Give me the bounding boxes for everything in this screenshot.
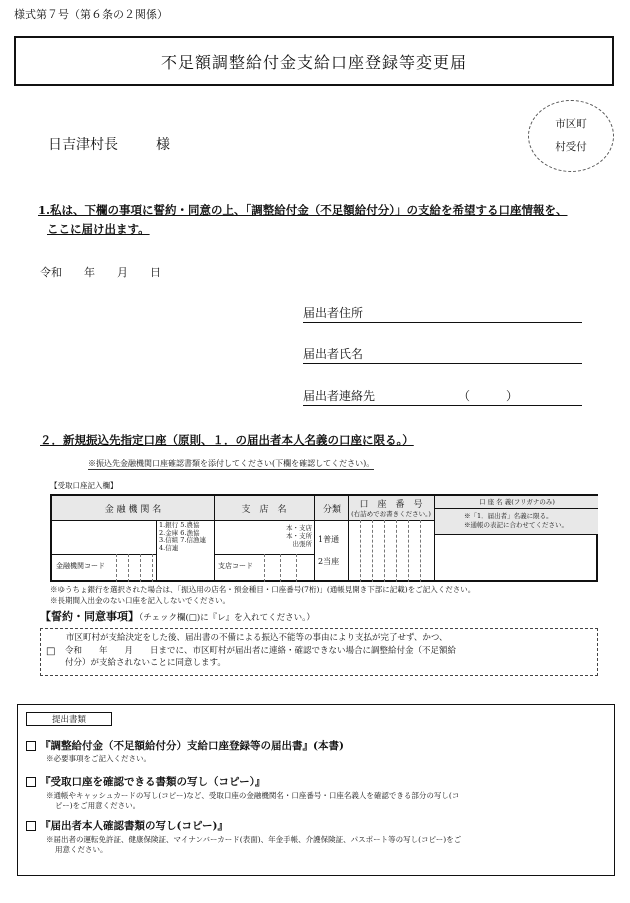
date-month: 月	[117, 266, 128, 279]
date-row[interactable]	[40, 264, 183, 280]
filer-name-label: 届出者氏名	[303, 347, 364, 361]
form-title	[14, 36, 614, 86]
document-3-note	[46, 835, 546, 855]
declaration-line-2: ここに届け出ます。	[47, 222, 150, 236]
bank-type-1: 1.銀行 5.農協	[159, 521, 200, 529]
document-1-note	[46, 754, 546, 764]
type-option-current[interactable]: 2当座	[318, 557, 340, 566]
col-branch-name: 支 店 名	[241, 504, 287, 515]
stamp-line-1: 市区町	[555, 118, 587, 130]
document-3-sub-2: 用意ください。	[55, 845, 108, 854]
date-year: 年	[84, 266, 95, 279]
document-3-label: 『届出者本人確認書類の写し(コピー)』	[40, 820, 229, 832]
branch-type-3: 出張所	[292, 540, 312, 548]
agreement-checkbox[interactable]: □	[46, 646, 56, 657]
document-1-checkbox[interactable]	[26, 741, 36, 751]
filer-contact-field[interactable]	[303, 388, 582, 406]
reception-stamp-area	[528, 100, 614, 172]
documents-tag: 提出書類	[26, 712, 112, 726]
form-title-text: 不足額調整給付金支給口座登録等変更届	[160, 52, 467, 72]
bank-type-4: 4.信連	[159, 543, 179, 552]
col-account-number-sub: (右詰めでお書きください。)	[351, 510, 431, 518]
holder-note-2: ※通帳の表記に合わせてください。	[464, 521, 568, 529]
agreement-line-2: 令和 年 月 日までに、市区町村が届出者に連絡・確認できない場合に調整給付金（不足額給	[65, 645, 457, 656]
document-item-1[interactable]	[26, 738, 344, 753]
date-era: 令和	[40, 266, 62, 279]
branch-code-label: 支店コード	[218, 562, 253, 570]
declaration-line-1: 1.私は、下欄の事項に誓約・同意の上、「調整給付金（不足額給付分）」の支給を希望する口座情報を、	[38, 203, 568, 217]
col-account-type: 分類	[322, 504, 341, 515]
filer-address-field[interactable]	[303, 305, 582, 323]
branch-type-1: 本・支店	[286, 524, 312, 532]
col-account-holder: 口 座 名 義(フリガナのみ)	[479, 498, 555, 506]
document-2-sub-1: ※通帳やキャッシュカードの写し(コピー)など、受取口座の金融機関名・口座番号・口座名義人を確認できる部分の写し(コ	[46, 791, 460, 800]
col-account-number: 口 座 番 号	[359, 500, 423, 510]
long-term-note: ※長期間入出金のない口座を記入しないでください。	[50, 596, 230, 605]
type-option-ordinary[interactable]: 1普通	[318, 535, 340, 544]
filer-contact-label: 届出者連絡先	[303, 389, 376, 403]
section2-heading: ２．新規振込先指定口座（原則、１．の届出者本人名義の口座に限る。）	[40, 433, 414, 447]
branch-type-2: 本・支所	[286, 532, 312, 540]
document-2-checkbox[interactable]	[26, 777, 36, 787]
section2-note: ※振込先金融機関口座確認書類を添付してください(下欄を確認してください)。	[88, 459, 375, 468]
filer-name-field[interactable]	[303, 346, 582, 364]
bank-type-2: 2.金庫 6.漁協	[159, 528, 200, 537]
bank-type-options	[159, 522, 206, 552]
bank-type-3: 3.信組 7.信漁連	[159, 536, 206, 544]
account-table-label: 【受取口座記入欄】	[50, 481, 118, 490]
agreement-heading	[40, 608, 315, 624]
agreement-heading-text: 【誓約・同意事項】	[40, 610, 139, 623]
declaration	[38, 201, 610, 239]
filer-address-label: 届出者住所	[303, 306, 364, 320]
holder-note-1: ※「1．届出者」名義に限る。	[464, 512, 553, 520]
addressee-name: 日吉津村長	[48, 137, 118, 153]
stamp-line-2: 村受付	[555, 141, 587, 153]
document-2-sub-2: ピー)をご用意ください。	[55, 801, 141, 810]
agreement-line-3: 付分）が支給されないことに同意します。	[65, 658, 226, 668]
agreement-heading-sub: （チェック欄(□)に『レ』を入れてください。）	[139, 613, 315, 623]
document-1-label: 『調整給付金（不足額給付分）支給口座登録等の届出書』(本書)	[40, 740, 344, 752]
col-bank-name: 金 融 機 関 名	[104, 504, 162, 515]
agreement-box	[40, 628, 598, 676]
document-3-sub-1: ※届出者の運転免許証、健康保険証、マイナンバーカード(表面)、年金手帳、介護保険証、パスポート等の写し(コピー)をご	[46, 835, 462, 844]
document-2-note	[46, 791, 546, 811]
filer-contact-parens: （ ）	[458, 389, 519, 403]
document-1-sub-1: ※必要事項をご記入ください。	[46, 754, 151, 763]
form-number: 様式第７号（第６条の２関係）	[14, 8, 168, 21]
addressee-honorific: 様	[156, 137, 170, 153]
document-2-label: 『受取口座を確認できる書類の写し（コピー）』	[40, 776, 266, 788]
date-day: 日	[150, 266, 161, 279]
agreement-text	[65, 632, 585, 670]
account-table	[50, 494, 598, 582]
yucho-note: ※ゆうちょ銀行を選択された場合は、「振込用の店名・預金種目・口座番号(7桁)」(通帳見開き下部に記載)をご記入ください。	[50, 585, 476, 594]
document-3-checkbox[interactable]	[26, 821, 36, 831]
branch-type-options	[274, 524, 312, 548]
agreement-line-1: 市区町村が支給決定をした後、届出書の不備による振込不能等の事由により支払が完了せず、かつ、	[66, 633, 448, 643]
bank-code-label: 金融機関コード	[56, 562, 105, 570]
document-item-2[interactable]	[26, 774, 265, 789]
document-item-3[interactable]	[26, 818, 228, 833]
